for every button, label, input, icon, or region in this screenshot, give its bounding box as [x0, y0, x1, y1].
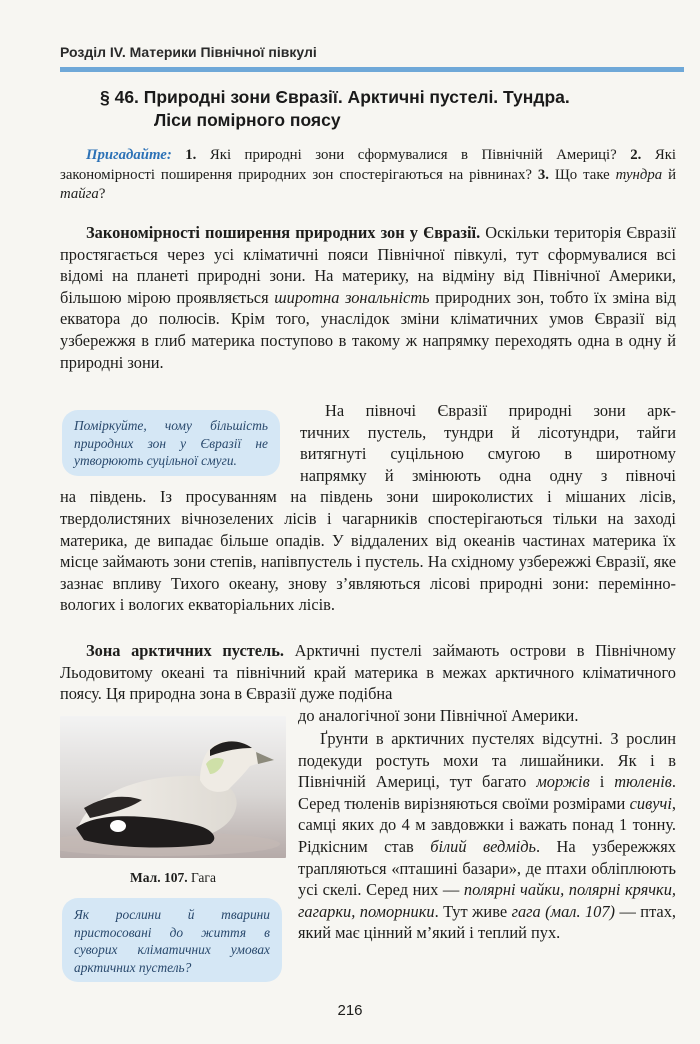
header-rule: [60, 67, 684, 72]
paragraph-zonation-text-b: природних зон, тобто їх зміна від екватора до полюсів. Крім того, унаслідок зміни кліматичних умов Євразії від узбережжя в глиб материка поступово в такому ж напрямку переходять одна в одну й природні зони.: [60, 287, 676, 372]
aside-adaptation-text: Як рослини й тварини пристосовані до життя в суворих кліматичних умовах арктичних пустель?: [74, 907, 270, 975]
recall-q3-a: Що таке: [548, 166, 616, 183]
term-polar-bear: білий ведмідь: [430, 836, 537, 856]
north-zones-line-1: На півночі Євразії природні зони арк-: [325, 401, 676, 420]
recall-question-2: Які закономірності поширення природних зон спостерігаються на рівнинах?: [60, 147, 677, 183]
recall-questions: [60, 146, 676, 205]
aside-think-text: Поміркуйте, чому більшість природних зон у Євразії не утворюють суцільної смуги.: [74, 418, 268, 468]
aside-adaptation: [62, 898, 282, 982]
recall-label-wrap: [60, 147, 172, 163]
paragraph-zonation-text-a: Оскільки територія Євразії простягається через усі кліматичні пояси Північної півкулі, тут сформувалися всі відомі на планеті природні зони. На материку, на відміну від Північної Америки, більшою мірою проявляється: [60, 223, 676, 307]
recall-question-1: Які природні зони сформувалися в Північній Америці?: [196, 147, 617, 163]
paragraph-zonation-lead: Закономірності поширення природних зон у Євразії.: [86, 223, 481, 242]
fauna-text-a: Ґрунти в арктичних пустелях відсутні. З рослин подекуди ростуть мохи та лишайники. Як і в Північній Америці, тут багато: [298, 729, 676, 792]
paragraph-arctic-last-line: до аналогічної зони Північної Америки.: [298, 706, 579, 725]
fauna-text-b: і: [589, 772, 615, 792]
term-sea-lions: сивучі: [629, 793, 672, 813]
term-seals: тюленів: [614, 772, 672, 792]
term-eider: гага (мал. 107): [511, 901, 616, 921]
term-seabirds: полярні чайки, полярні крячки, гагарки, поморники: [298, 880, 677, 921]
paragraph-north-zones: [60, 400, 676, 616]
north-zones-line-4: напрямку й змінюють одна одну з півночі: [300, 465, 676, 485]
fauna-text-d: , самці яких до 4 м завдовжки і важать понад 1 тонну. Рідкісним став: [298, 793, 676, 856]
north-zones-line-2: тичних пустель, тундри й лісотундри, тайги: [300, 422, 676, 442]
recall-num-2: 2.: [630, 147, 642, 163]
figure-eider: [60, 716, 286, 858]
figure-caption: [60, 870, 286, 886]
paragraph-zonation: [60, 222, 676, 373]
figure-label: Мал. 107.: [130, 870, 188, 885]
recall-q3-term-tundra: тундра: [615, 166, 663, 183]
paragraph-arctic-text: Арктичні пустелі займають острови в Північному Льодовитому океані та північний край материка в межах арктичного кліматичного поясу. Ця природна зона в Євразії дуже подібна: [60, 641, 676, 704]
fauna-text-c: . Серед тюленів вирізняються своїми розмірами: [298, 772, 677, 813]
section-title-line-2: Ліси помірного поясу: [154, 110, 341, 130]
north-zones-rest: на південь. Із просуванням на південь зони широколистих і мішаних лісів, твердолистяних вічнозелених лісів і чагарників спостерігаються тільки на заході материка, де випадає більше опадів. У віддалених від океанів частинах материка їх місце займають зони степів, напівпустель і пустель. На східному узбережжі Євразії, яке зазнає впливу Тихого океану, знову з’являються лісові природні зони: перемінно-вологих і вологих екваторіальних лісів.: [60, 487, 676, 615]
page-number: 216: [337, 1002, 363, 1019]
paragraph-arctic-fauna: [298, 728, 676, 944]
recall-num-1: 1.: [185, 147, 197, 163]
paragraph-arctic-intro: [60, 640, 676, 705]
fauna-text-f: . Тут живе: [434, 901, 512, 921]
eider-white-patch: [110, 820, 126, 832]
running-head: Розділ IV. Материки Північної півкулі: [60, 44, 317, 60]
recall-label: Пригадайте:: [86, 147, 172, 163]
eider-illustration: [60, 716, 286, 858]
paragraph-arctic-lead: Зона арктичних пустель.: [86, 641, 285, 660]
north-zones-line-3: витягнуті суцільною смугою в широтному: [300, 444, 676, 464]
recall-num-3: 3.: [537, 166, 549, 183]
term-walruses: моржів: [536, 772, 590, 792]
figure-caption-text: Гага: [187, 870, 216, 885]
term-latitudinal-zonality: широтна зональність: [274, 287, 430, 307]
recall-q3-term-taiga: тайга: [60, 186, 99, 202]
recall-q3-e: ?: [98, 186, 106, 202]
fauna-text-g: — птах, який має цінний м’який і теплий пух.: [298, 901, 676, 943]
fauna-text-e: . На узбережжях трапляються «пташині базари», де птахи обліплюють усі скелі. Серед них —: [298, 836, 676, 900]
recall-q3-c: й: [662, 166, 676, 183]
section-title: [100, 86, 680, 132]
section-title-line-1: § 46. Природні зони Євразії. Арктичні пустелі. Тундра.: [100, 87, 570, 107]
